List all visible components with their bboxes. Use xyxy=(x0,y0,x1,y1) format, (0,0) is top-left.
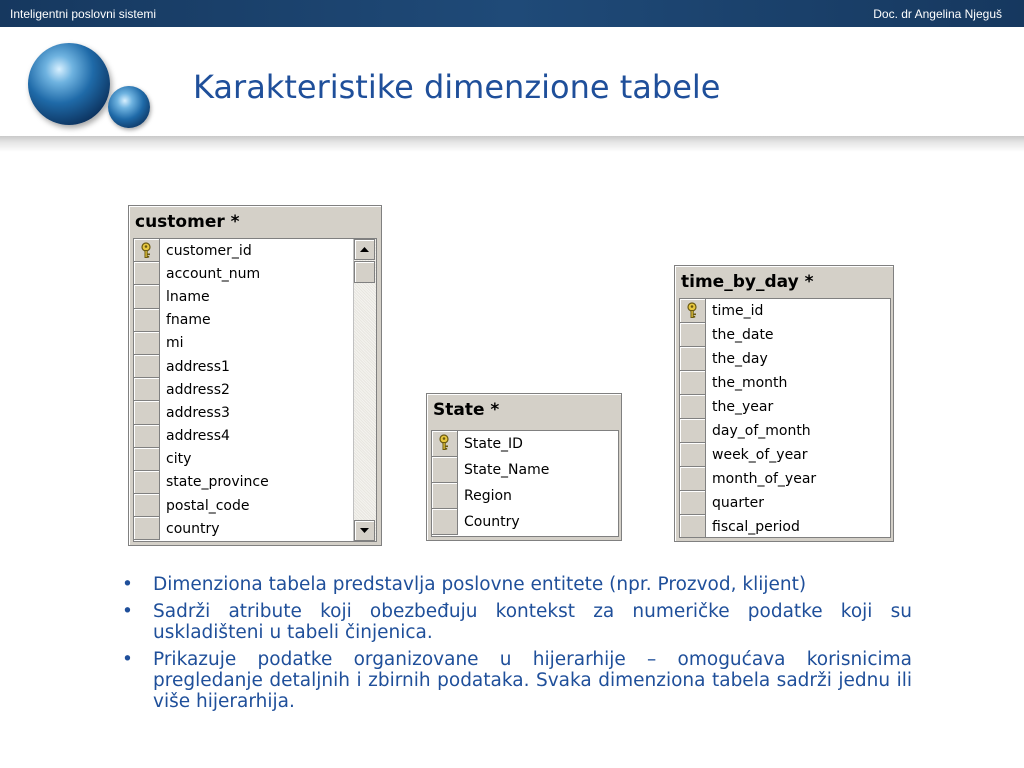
customer-scrollbar[interactable] xyxy=(353,239,376,541)
column-row[interactable] xyxy=(134,425,354,448)
column-row[interactable] xyxy=(134,239,354,262)
top-bar xyxy=(0,0,1024,27)
state-table-title: State * xyxy=(433,400,500,420)
column-name: time_id xyxy=(712,303,764,319)
column-row[interactable] xyxy=(134,262,354,285)
column-name: customer_id xyxy=(166,242,252,259)
state-column-list[interactable] xyxy=(431,430,619,537)
column-row[interactable] xyxy=(134,401,354,424)
column-name: country xyxy=(166,520,220,537)
primary-key-icon xyxy=(140,242,154,259)
bullet-text: Dimenziona tabela predstavlja poslovne entitete (npr. Prozvod, klijent) xyxy=(153,574,807,595)
row-selector[interactable] xyxy=(134,309,160,332)
state-table[interactable] xyxy=(426,393,622,541)
bullet-marker: • xyxy=(122,574,133,595)
course-name: Inteligentni poslovni sistemi xyxy=(10,7,157,21)
column-row[interactable] xyxy=(680,323,890,347)
column-name: postal_code xyxy=(166,497,250,514)
column-name: lname xyxy=(166,288,210,305)
column-name: Region xyxy=(464,488,512,504)
column-row[interactable] xyxy=(680,515,890,538)
primary-key-icon xyxy=(686,302,700,319)
row-selector[interactable] xyxy=(134,494,160,517)
bullet-item xyxy=(122,574,912,595)
scroll-up-button[interactable] xyxy=(354,239,375,260)
header-shadow xyxy=(0,136,1024,152)
author-name: Doc. dr Angelina Njeguš xyxy=(873,7,1002,21)
column-name: week_of_year xyxy=(712,447,808,463)
column-row[interactable] xyxy=(680,299,890,323)
row-selector[interactable] xyxy=(680,371,706,395)
column-row[interactable] xyxy=(134,332,354,355)
column-row[interactable] xyxy=(680,371,890,395)
column-row[interactable] xyxy=(134,285,354,308)
column-name: city xyxy=(166,451,192,468)
column-row[interactable] xyxy=(680,443,890,467)
column-row[interactable] xyxy=(134,471,354,494)
row-selector[interactable] xyxy=(432,483,458,509)
row-selector[interactable] xyxy=(134,285,160,308)
scroll-thumb[interactable] xyxy=(354,261,375,283)
row-selector[interactable] xyxy=(680,347,706,371)
column-row[interactable] xyxy=(432,509,618,535)
scroll-down-button[interactable] xyxy=(354,520,375,541)
column-row[interactable] xyxy=(680,395,890,419)
column-row[interactable] xyxy=(680,467,890,491)
column-row[interactable] xyxy=(134,378,354,401)
column-row[interactable] xyxy=(432,457,618,483)
time-by-day-table[interactable] xyxy=(674,265,894,542)
column-name: fiscal_period xyxy=(712,519,800,535)
row-selector[interactable] xyxy=(134,262,160,285)
column-name: the_date xyxy=(712,327,774,343)
row-selector[interactable] xyxy=(432,457,458,483)
row-selector[interactable] xyxy=(134,378,160,401)
slide-title: Karakteristike dimenzione tabele xyxy=(193,68,721,106)
column-name: Country xyxy=(464,514,520,530)
column-row[interactable] xyxy=(432,431,618,457)
row-selector[interactable] xyxy=(134,355,160,378)
bullet-list xyxy=(122,574,912,718)
row-selector[interactable] xyxy=(680,515,706,538)
row-selector[interactable] xyxy=(134,401,160,424)
globe-logo-small xyxy=(108,86,150,128)
bullet-marker: • xyxy=(122,649,133,670)
column-name: address4 xyxy=(166,428,230,445)
row-selector[interactable] xyxy=(680,395,706,419)
row-selector[interactable] xyxy=(134,448,160,471)
column-name: state_province xyxy=(166,474,269,491)
row-selector[interactable] xyxy=(134,332,160,355)
column-name: mi xyxy=(166,335,184,352)
row-selector[interactable] xyxy=(680,419,706,443)
column-row[interactable] xyxy=(134,494,354,517)
column-name: State_ID xyxy=(464,436,523,452)
column-name: address2 xyxy=(166,381,230,398)
bullet-text: Sadrži atribute koji obezbeđuju kontekst za numeričke podatke koji su uskladišteni u tabeli činjenica. xyxy=(153,601,912,643)
row-selector[interactable] xyxy=(134,471,160,494)
time-by-day-table-title: time_by_day * xyxy=(681,272,814,292)
bullet-text: Prikazuje podatke organizovane u hijerarhije – omogućava korisnicima pregledanje detaljnih i zbirnih podataka. Svaka dimenziona tabela sadrži jednu ili više hijerarhija. xyxy=(153,649,912,712)
bullet-item xyxy=(122,649,912,712)
column-name: day_of_month xyxy=(712,423,811,439)
column-row[interactable] xyxy=(432,483,618,509)
row-selector[interactable] xyxy=(134,239,160,262)
column-row[interactable] xyxy=(134,309,354,332)
row-selector[interactable] xyxy=(134,517,160,540)
row-selector[interactable] xyxy=(680,491,706,515)
row-selector[interactable] xyxy=(680,443,706,467)
column-name: fname xyxy=(166,312,211,329)
column-name: month_of_year xyxy=(712,471,817,487)
column-name: address3 xyxy=(166,404,230,421)
column-row[interactable] xyxy=(134,517,354,540)
arrow-up-icon xyxy=(355,240,374,259)
row-selector[interactable] xyxy=(680,467,706,491)
arrow-down-icon xyxy=(355,521,374,540)
column-name: quarter xyxy=(712,495,764,511)
row-selector[interactable] xyxy=(134,425,160,448)
primary-key-icon xyxy=(438,434,452,451)
customer-table-title: customer * xyxy=(135,212,240,232)
row-selector[interactable] xyxy=(432,509,458,535)
column-row[interactable] xyxy=(134,355,354,378)
column-row[interactable] xyxy=(680,419,890,443)
row-selector[interactable] xyxy=(432,431,458,457)
column-name: the_day xyxy=(712,351,768,367)
column-row[interactable] xyxy=(134,448,354,471)
column-name: the_year xyxy=(712,399,774,415)
column-name: address1 xyxy=(166,358,230,375)
customer-column-list[interactable] xyxy=(133,238,377,542)
column-row[interactable] xyxy=(680,347,890,371)
bullet-marker: • xyxy=(122,601,133,622)
time-by-day-column-list[interactable] xyxy=(679,298,891,538)
globe-logo-large xyxy=(28,43,110,125)
column-name: account_num xyxy=(166,265,261,282)
customer-table[interactable] xyxy=(128,205,382,546)
row-selector[interactable] xyxy=(680,299,706,323)
bullet-item xyxy=(122,601,912,643)
column-name: the_month xyxy=(712,375,788,391)
row-selector[interactable] xyxy=(680,323,706,347)
column-name: State_Name xyxy=(464,462,550,478)
column-row[interactable] xyxy=(680,491,890,515)
